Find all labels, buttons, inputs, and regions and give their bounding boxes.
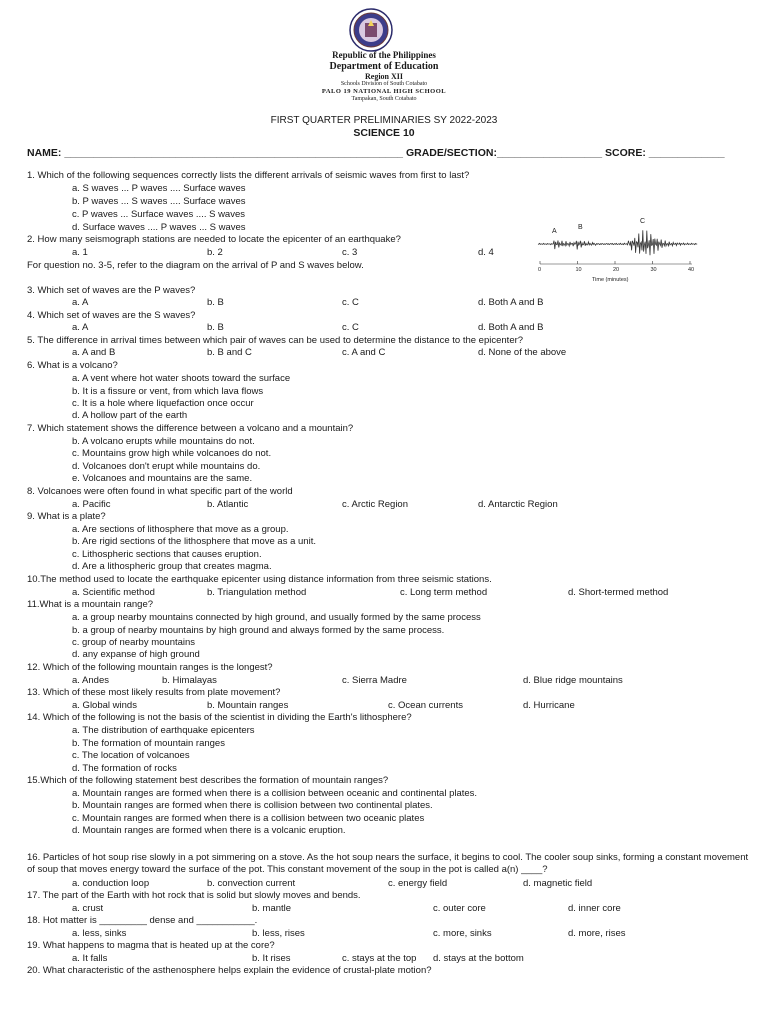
- question-6: 6. What is a volcano?: [27, 360, 118, 371]
- q3-choice-c[interactable]: c. C: [342, 297, 359, 308]
- question-3: 3. Which set of waves are the P waves?: [27, 285, 196, 296]
- q10-choice-a[interactable]: a. Scientific method: [72, 587, 155, 598]
- q18-choice-b[interactable]: b. less, rises: [252, 928, 305, 939]
- q9-choice-b[interactable]: b. Are rigid sections of the lithosphere that move as a unit.: [72, 536, 316, 547]
- question-9: 9. What is a plate?: [27, 511, 106, 522]
- q17-choice-b[interactable]: b. mantle: [252, 903, 292, 914]
- q9-choice-c[interactable]: c. Lithospheric sections that causes eruption.: [72, 549, 262, 560]
- header-school: PALO 19 NATIONAL HIGH SCHOOL: [321, 88, 447, 95]
- q2-choice-c[interactable]: c. 3: [342, 247, 358, 258]
- diagram-instruction: For question no. 3-5, refer to the diagram on the arrival of P and S waves below.: [27, 260, 364, 271]
- header-address: Tampakan, South Cotabato: [351, 96, 417, 102]
- q4-choice-a[interactable]: a. A: [72, 322, 89, 333]
- q19-choice-c[interactable]: c. stays at the top: [342, 953, 417, 964]
- q15-choice-a[interactable]: a. Mountain ranges are formed when there is a collision between oceanic and continental plates.: [72, 788, 478, 799]
- q4-choice-d[interactable]: d. Both A and B: [478, 322, 544, 333]
- time-tick-label: 0: [538, 267, 542, 273]
- q4-choice-b[interactable]: b. B: [207, 322, 224, 333]
- q14-choice-b[interactable]: b. The formation of mountain ranges: [72, 738, 225, 749]
- q16-choice-a[interactable]: a. conduction loop: [72, 878, 150, 889]
- q5-choice-a[interactable]: a. A and B: [72, 347, 116, 358]
- name-grade-score-line: NAME: __________________________________________________________ GRADE/SECTION:__________________ SCORE: _____________: [27, 147, 725, 159]
- question-11: 11.What is a mountain range?: [27, 599, 154, 610]
- q6-choice-d[interactable]: d. A hollow part of the earth: [72, 410, 188, 421]
- q1-choice-d[interactable]: d. Surface waves .... P waves ... S waves: [72, 222, 246, 233]
- q2-choice-d[interactable]: d. 4: [478, 247, 494, 258]
- question-19: 19. What happens to magma that is heated up at the core?: [27, 940, 275, 951]
- question-14: 14. Which of the following is not the basis of the scientist in dividing the Earth's lithosphere?: [27, 712, 412, 723]
- question-8: 8. Volcanoes were often found in what specific part of the world: [27, 486, 293, 497]
- wave-label-a: A: [552, 228, 557, 235]
- header-division: Schools Division of South Cotabato: [340, 81, 428, 87]
- q4-choice-c[interactable]: c. C: [342, 322, 359, 333]
- q16-choice-d[interactable]: d. magnetic field: [523, 878, 593, 889]
- header-department: Department of Education: [329, 61, 439, 72]
- q13-choice-c[interactable]: c. Ocean currents: [388, 700, 463, 711]
- q3-choice-b[interactable]: b. B: [207, 297, 224, 308]
- q17-choice-a[interactable]: a. crust: [72, 903, 104, 914]
- q10-choice-b[interactable]: b. Triangulation method: [207, 587, 307, 598]
- q17-choice-c[interactable]: c. outer core: [433, 903, 486, 914]
- q5-choice-b[interactable]: b. B and C: [207, 347, 252, 358]
- q3-choice-a[interactable]: a. A: [72, 297, 89, 308]
- q8-choice-a[interactable]: a. Pacific: [72, 499, 111, 510]
- q7-choice-d[interactable]: d. Volcanoes don't erupt while mountains do.: [72, 461, 261, 472]
- q18-choice-c[interactable]: c. more, sinks: [433, 928, 492, 939]
- question-1: 1. Which of the following sequences correctly lists the different arrivals of seismic waves from first to last?: [27, 170, 470, 181]
- q15-choice-d[interactable]: d. Mountain ranges are formed when there is a volcanic eruption.: [72, 825, 346, 836]
- q13-choice-d[interactable]: d. Hurricane: [523, 700, 575, 711]
- time-tick-label: 10: [575, 267, 582, 273]
- question-10: 10.The method used to locate the earthquake epicenter using distance information from three seismic stations.: [27, 574, 492, 585]
- q5-choice-d[interactable]: d. None of the above: [478, 347, 567, 358]
- q12-choice-c[interactable]: c. Sierra Madre: [342, 675, 407, 686]
- question-20: 20. What characteristic of the asthenosphere helps explain the evidence of crustal-plate motion?: [27, 965, 432, 976]
- q6-choice-c[interactable]: c. It is a hole where liquefaction once occur: [72, 398, 254, 409]
- subject-title: SCIENCE 10: [353, 127, 415, 139]
- question-18: 18. Hot matter is _________ dense and ___________.: [27, 915, 258, 926]
- header-region: Region XII: [364, 72, 403, 81]
- q1-choice-a[interactable]: a. S waves ... P waves .... Surface waves: [72, 183, 246, 194]
- q12-choice-a[interactable]: a. Andes: [72, 675, 109, 686]
- q14-choice-c[interactable]: c. The location of volcanoes: [72, 750, 190, 761]
- q1-choice-b[interactable]: b. P waves ... S waves .... Surface waves: [72, 196, 246, 207]
- q18-choice-d[interactable]: d. more, rises: [568, 928, 626, 939]
- q19-choice-a[interactable]: a. It falls: [72, 953, 108, 964]
- q13-choice-a[interactable]: a. Global winds: [72, 700, 137, 711]
- time-axis-ticks: [538, 261, 694, 273]
- q14-choice-a[interactable]: a. The distribution of earthquake epicenters: [72, 725, 255, 736]
- time-tick-label: 40: [688, 267, 695, 273]
- q17-choice-d[interactable]: d. inner core: [568, 903, 621, 914]
- q12-choice-d[interactable]: d. Blue ridge mountains: [523, 675, 623, 686]
- q16-choice-c[interactable]: c. energy field: [388, 878, 448, 889]
- q11-choice-c[interactable]: c. group of nearby mountains: [72, 637, 196, 648]
- q14-choice-d[interactable]: d. The formation of rocks: [72, 763, 177, 774]
- question-2: 2. How many seismograph stations are needed to locate the epicenter of an earthquake?: [27, 234, 401, 245]
- q15-choice-c[interactable]: c. Mountain ranges are formed when there is a collision between two oceanic plates: [72, 813, 425, 824]
- q7-choice-c[interactable]: c. Mountains grow high while volcanoes do not.: [72, 448, 272, 459]
- header-republic: Republic of the Philippines: [332, 50, 436, 60]
- q2-choice-b[interactable]: b. 2: [207, 247, 223, 258]
- wave-label-b: B: [578, 224, 583, 231]
- time-tick-label: 30: [650, 267, 657, 273]
- q12-choice-b[interactable]: b. Himalayas: [162, 675, 217, 686]
- q15-choice-b[interactable]: b. Mountain ranges are formed when there is collision between two continental plates.: [72, 800, 433, 811]
- q3-choice-d[interactable]: d. Both A and B: [478, 297, 544, 308]
- q10-choice-c[interactable]: c. Long term method: [400, 587, 488, 598]
- time-tick-label: 20: [613, 267, 620, 273]
- q19-choice-b[interactable]: b. It rises: [252, 953, 291, 964]
- seismic-trace: [538, 230, 697, 255]
- question-15: 15.Which of the following statement best describes the formation of mountain ranges?: [27, 775, 389, 786]
- question-5: 5. The difference in arrival times between which pair of waves can be used to determine the distance to the epicenter?: [27, 335, 524, 346]
- deped-seal-logo: [349, 8, 393, 52]
- question-16: 16. Particles of hot soup rise slowly in a pot simmering on a stove. As the hot soup nears the surface, it begins to cool. The cooler soup sinks, forming a constant movement of soup that moves energy toward the surface of the pot. This constant movement of the soup in the pot is called a(n) ____?: [27, 852, 749, 875]
- q1-choice-c[interactable]: c. P waves ... Surface waves .... S waves: [72, 209, 246, 220]
- time-axis-label: Time (minutes): [592, 277, 629, 283]
- q11-choice-b[interactable]: b. a group of nearby mountains by high ground and always formed by the same process.: [72, 625, 445, 636]
- wave-label-c: C: [640, 218, 646, 225]
- q8-choice-c[interactable]: c. Arctic Region: [342, 499, 408, 510]
- question-7: 7. Which statement shows the difference between a volcano and a mountain?: [27, 423, 354, 434]
- q6-choice-a[interactable]: a. A vent where hot water shoots toward the surface: [72, 373, 291, 384]
- q7-choice-b[interactable]: b. A volcano erupts while mountains do not.: [72, 436, 255, 447]
- q9-choice-d[interactable]: d. Are a lithospheric group that creates magma.: [72, 561, 272, 572]
- question-12: 12. Which of the following mountain ranges is the longest?: [27, 662, 273, 673]
- question-13: 13. Which of these most likely results from plate movement?: [27, 687, 281, 698]
- q5-choice-c[interactable]: c. A and C: [342, 347, 386, 358]
- q19-choice-d[interactable]: d. stays at the bottom: [433, 953, 524, 964]
- q10-choice-d[interactable]: d. Short-termed method: [568, 587, 669, 598]
- q13-choice-b[interactable]: b. Mountain ranges: [207, 700, 289, 711]
- seismic-trace-line: [538, 230, 697, 255]
- q16-choice-b[interactable]: b. convection current: [207, 878, 296, 889]
- q2-choice-a[interactable]: a. 1: [72, 247, 88, 258]
- seismogram-diagram: [536, 216, 702, 284]
- q18-choice-a[interactable]: a. less, sinks: [72, 928, 127, 939]
- question-17: 17. The part of the Earth with hot rock that is solid but slowly moves and bends.: [27, 890, 361, 901]
- question-4: 4. Which set of waves are the S waves?: [27, 310, 196, 321]
- q6-choice-b[interactable]: b. It is a fissure or vent, from which lava flows: [72, 386, 264, 397]
- q7-choice-e[interactable]: e. Volcanoes and mountains are the same.: [72, 473, 253, 484]
- q11-choice-a[interactable]: a. a group nearby mountains connected by high ground, and usually formed by the same process: [72, 612, 481, 623]
- q9-choice-a[interactable]: a. Are sections of lithosphere that move as a group.: [72, 524, 289, 535]
- q8-choice-d[interactable]: d. Antarctic Region: [478, 499, 558, 510]
- q11-choice-d[interactable]: d. any expanse of high ground: [72, 649, 200, 660]
- exam-title: FIRST QUARTER PRELIMINARIES SY 2022-2023: [270, 115, 498, 126]
- q8-choice-b[interactable]: b. Atlantic: [207, 499, 249, 510]
